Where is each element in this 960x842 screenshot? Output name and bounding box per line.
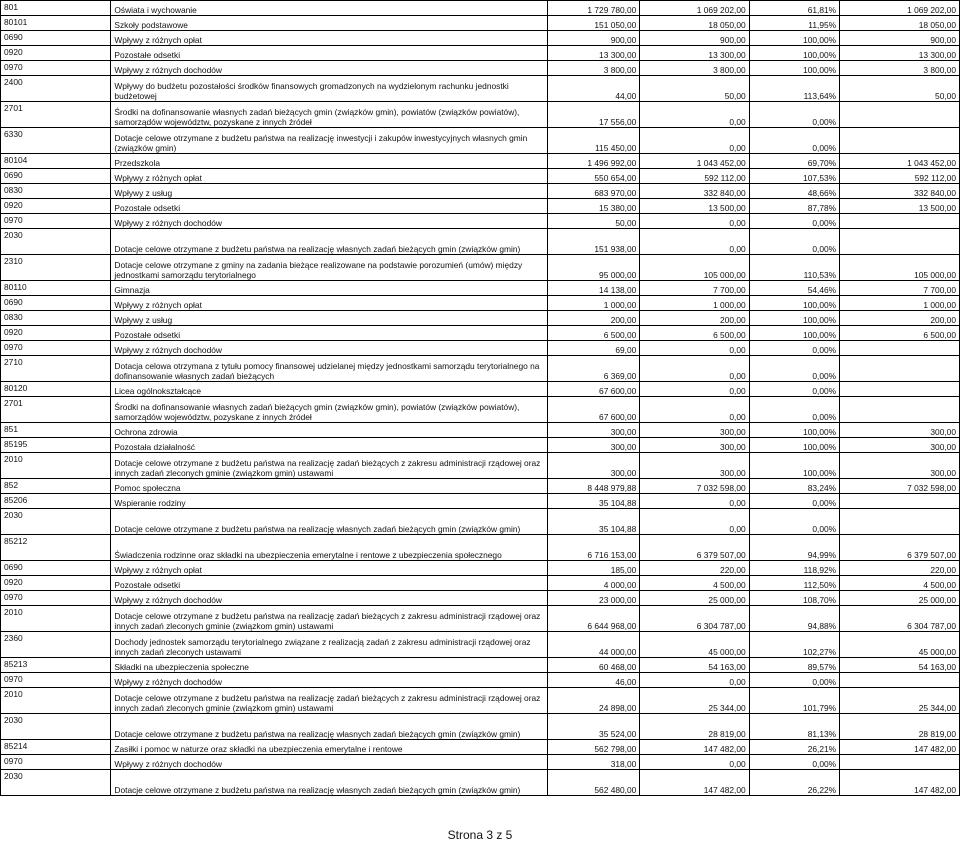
cell-description: Pozostałe odsetki (111, 576, 547, 591)
table-row (1, 606, 960, 632)
cell-plan: 4 000,00 (547, 576, 640, 591)
cell-percent: 100,00% (749, 61, 839, 76)
cell-plan: 35 104,88 (547, 509, 640, 535)
cell-percent: 83,24% (749, 479, 839, 494)
cell-description: Wpływy z różnych dochodów (111, 755, 547, 770)
cell-executed: 13 500,00 (640, 199, 749, 214)
cell-amount (840, 128, 960, 154)
cell-amount: 13 500,00 (840, 199, 960, 214)
cell-description: Wpływy z różnych dochodów (111, 341, 547, 356)
cell-executed: 1 000,00 (640, 296, 749, 311)
cell-executed: 332 840,00 (640, 184, 749, 199)
cell-description: Wpływy z różnych opłat (111, 561, 547, 576)
cell-description: Przedszkola (111, 154, 547, 169)
cell-amount: 300,00 (840, 438, 960, 453)
cell-amount (840, 382, 960, 397)
cell-plan: 1 729 780,00 (547, 1, 640, 16)
cell-plan: 550 654,00 (547, 169, 640, 184)
cell-code: 2010 (1, 606, 111, 632)
cell-percent: 0,00% (749, 382, 839, 397)
cell-plan: 44,00 (547, 76, 640, 102)
cell-percent: 0,00% (749, 128, 839, 154)
cell-executed: 147 482,00 (640, 740, 749, 755)
table-row (1, 509, 960, 535)
cell-plan: 562 798,00 (547, 740, 640, 755)
cell-description: Wpływy z różnych dochodów (111, 673, 547, 688)
cell-description: Pomoc społeczna (111, 479, 547, 494)
table-row (1, 740, 960, 755)
table-row (1, 673, 960, 688)
cell-percent: 112,50% (749, 576, 839, 591)
cell-code: 801 (1, 1, 111, 16)
cell-percent: 48,66% (749, 184, 839, 199)
cell-executed: 50,00 (640, 76, 749, 102)
cell-plan: 115 450,00 (547, 128, 640, 154)
cell-description: Oświata i wychowanie (111, 1, 547, 16)
cell-code: 0830 (1, 311, 111, 326)
cell-code: 85206 (1, 494, 111, 509)
cell-percent: 11,95% (749, 16, 839, 31)
cell-executed: 147 482,00 (640, 770, 749, 796)
cell-code: 2710 (1, 356, 111, 382)
cell-description: Wpływy z różnych dochodów (111, 591, 547, 606)
cell-percent: 87,78% (749, 199, 839, 214)
cell-amount: 7 032 598,00 (840, 479, 960, 494)
cell-percent: 0,00% (749, 341, 839, 356)
cell-plan: 50,00 (547, 214, 640, 229)
cell-plan: 15 380,00 (547, 199, 640, 214)
cell-executed: 13 300,00 (640, 46, 749, 61)
cell-plan: 6 500,00 (547, 326, 640, 341)
cell-percent: 0,00% (749, 673, 839, 688)
cell-amount (840, 397, 960, 423)
cell-percent: 118,92% (749, 561, 839, 576)
table-row (1, 184, 960, 199)
cell-code: 851 (1, 423, 111, 438)
cell-percent: 100,00% (749, 46, 839, 61)
cell-code: 0920 (1, 326, 111, 341)
cell-code: 0690 (1, 296, 111, 311)
cell-amount: 105 000,00 (840, 255, 960, 281)
cell-plan: 69,00 (547, 341, 640, 356)
table-row (1, 714, 960, 740)
cell-description: Dotacje celowe otrzymane z budżetu państwa na realizację inwestycji i zakupów inwestycyjnych własnych gmin (związków gmin) (111, 128, 547, 154)
cell-plan: 6 716 153,00 (547, 535, 640, 561)
cell-amount (840, 214, 960, 229)
cell-amount (840, 102, 960, 128)
cell-code: 2400 (1, 76, 111, 102)
cell-description: Gimnazja (111, 281, 547, 296)
cell-code: 85213 (1, 658, 111, 673)
cell-amount: 54 163,00 (840, 658, 960, 673)
cell-executed: 0,00 (640, 214, 749, 229)
cell-code: 2010 (1, 453, 111, 479)
table-row (1, 31, 960, 46)
table-row (1, 296, 960, 311)
cell-amount: 7 700,00 (840, 281, 960, 296)
cell-plan: 3 800,00 (547, 61, 640, 76)
cell-amount: 6 500,00 (840, 326, 960, 341)
table-row (1, 255, 960, 281)
cell-code: 6330 (1, 128, 111, 154)
cell-percent: 100,00% (749, 438, 839, 453)
cell-description: Wpływy z usług (111, 311, 547, 326)
cell-executed: 6 500,00 (640, 326, 749, 341)
cell-code: 2701 (1, 397, 111, 423)
cell-plan: 185,00 (547, 561, 640, 576)
cell-description: Ochrona zdrowia (111, 423, 547, 438)
cell-plan: 318,00 (547, 755, 640, 770)
table-row (1, 453, 960, 479)
cell-percent: 108,70% (749, 591, 839, 606)
cell-description: Dotacje celowe otrzymane z budżetu państwa na realizację zadań bieżących z zakresu administracji rządowej oraz innych zadań zleconych gminie (związkom gmin) ustawami (111, 688, 547, 714)
cell-description: Zasiłki i pomoc w naturze oraz składki na ubezpieczenia emerytalne i rentowe (111, 740, 547, 755)
cell-percent: 113,64% (749, 76, 839, 102)
cell-amount (840, 341, 960, 356)
cell-percent: 0,00% (749, 755, 839, 770)
cell-plan: 6 369,00 (547, 356, 640, 382)
table-row (1, 199, 960, 214)
cell-plan: 67 600,00 (547, 397, 640, 423)
table-row (1, 214, 960, 229)
table-row (1, 494, 960, 509)
cell-code: 80101 (1, 16, 111, 31)
cell-description: Dochody jednostek samorządu terytorialnego związane z realizacją zadań z zakresu administracji rządowej oraz innych zadań zleconych ustawami (111, 632, 547, 658)
cell-plan: 6 644 968,00 (547, 606, 640, 632)
cell-code: 0690 (1, 31, 111, 46)
cell-percent: 100,00% (749, 326, 839, 341)
cell-description: Wpływy z różnych opłat (111, 169, 547, 184)
cell-plan: 23 000,00 (547, 591, 640, 606)
cell-code: 2030 (1, 714, 111, 740)
cell-amount: 45 000,00 (840, 632, 960, 658)
table-row (1, 535, 960, 561)
cell-description: Dotacje celowe otrzymane z budżetu państwa na realizację zadań bieżących z zakresu administracji rządowej oraz innych zadań zleconych gminie (związkom gmin) ustawami (111, 453, 547, 479)
cell-code: 0970 (1, 673, 111, 688)
cell-executed: 0,00 (640, 229, 749, 255)
cell-amount: 6 379 507,00 (840, 535, 960, 561)
cell-executed: 25 000,00 (640, 591, 749, 606)
table-row (1, 326, 960, 341)
cell-description: Dotacje celowe otrzymane z budżetu państwa na realizację zadań bieżących z zakresu administracji rządowej oraz innych zadań zleconych gminie (związkom gmin) ustawami (111, 606, 547, 632)
table-row (1, 281, 960, 296)
table-row (1, 576, 960, 591)
cell-description: Dotacje celowe otrzymane z budżetu państwa na realizację własnych zadań bieżących gmin (związków gmin) (111, 770, 547, 796)
cell-code: 80120 (1, 382, 111, 397)
cell-executed: 0,00 (640, 755, 749, 770)
cell-executed: 4 500,00 (640, 576, 749, 591)
cell-executed: 0,00 (640, 397, 749, 423)
cell-plan: 67 600,00 (547, 382, 640, 397)
cell-percent: 0,00% (749, 102, 839, 128)
cell-plan: 60 468,00 (547, 658, 640, 673)
cell-percent: 0,00% (749, 229, 839, 255)
cell-executed: 7 032 598,00 (640, 479, 749, 494)
cell-amount: 25 344,00 (840, 688, 960, 714)
cell-executed: 28 819,00 (640, 714, 749, 740)
cell-percent: 61,81% (749, 1, 839, 16)
cell-description: Dotacja celowa otrzymana z tytułu pomocy finansowej udzielanej między jednostkami samorządu terytorialnego na dofinansowanie własnych zadań bieżących (111, 356, 547, 382)
cell-executed: 7 700,00 (640, 281, 749, 296)
cell-executed: 900,00 (640, 31, 749, 46)
cell-amount: 300,00 (840, 423, 960, 438)
cell-percent: 69,70% (749, 154, 839, 169)
cell-executed: 200,00 (640, 311, 749, 326)
cell-percent: 101,79% (749, 688, 839, 714)
table-row (1, 658, 960, 673)
cell-description: Dotacje celowe otrzymane z budżetu państwa na realizację własnych zadań bieżących gmin (związków gmin) (111, 509, 547, 535)
cell-executed: 0,00 (640, 102, 749, 128)
table-row (1, 397, 960, 423)
cell-code: 0690 (1, 561, 111, 576)
cell-code: 0970 (1, 755, 111, 770)
table-row (1, 311, 960, 326)
cell-plan: 300,00 (547, 438, 640, 453)
cell-amount: 25 000,00 (840, 591, 960, 606)
cell-plan: 562 480,00 (547, 770, 640, 796)
cell-description: Wpływy z różnych opłat (111, 296, 547, 311)
table-row (1, 356, 960, 382)
cell-code: 85195 (1, 438, 111, 453)
cell-plan: 683 970,00 (547, 184, 640, 199)
cell-description: Świadczenia rodzinne oraz składki na ubezpieczenia emerytalne i rentowe z ubezpieczenia społecznego (111, 535, 547, 561)
cell-code: 2360 (1, 632, 111, 658)
cell-code: 85212 (1, 535, 111, 561)
cell-description: Dotacje celowe otrzymane z gminy na zadania bieżące realizowane na podstawie porozumień (umów) między jednostkami samorządu terytorialnego (111, 255, 547, 281)
cell-amount: 147 482,00 (840, 740, 960, 755)
cell-amount: 900,00 (840, 31, 960, 46)
cell-description: Dotacje celowe otrzymane z budżetu państwa na realizację własnych zadań bieżących gmin (związków gmin) (111, 229, 547, 255)
table-row (1, 341, 960, 356)
cell-description: Wpływy z usług (111, 184, 547, 199)
cell-amount: 1 000,00 (840, 296, 960, 311)
cell-plan: 151 050,00 (547, 16, 640, 31)
cell-code: 0920 (1, 576, 111, 591)
cell-description: Pozostałe odsetki (111, 326, 547, 341)
cell-amount: 1 069 202,00 (840, 1, 960, 16)
cell-amount: 50,00 (840, 76, 960, 102)
cell-percent: 54,46% (749, 281, 839, 296)
cell-plan: 14 138,00 (547, 281, 640, 296)
cell-percent: 26,21% (749, 740, 839, 755)
cell-plan: 35 104,88 (547, 494, 640, 509)
table-row (1, 169, 960, 184)
cell-executed: 0,00 (640, 356, 749, 382)
cell-description: Wpływy z różnych opłat (111, 31, 547, 46)
cell-description: Licea ogólnokształcące (111, 382, 547, 397)
cell-code: 80104 (1, 154, 111, 169)
cell-amount: 1 043 452,00 (840, 154, 960, 169)
cell-amount (840, 229, 960, 255)
cell-amount: 28 819,00 (840, 714, 960, 740)
cell-executed: 54 163,00 (640, 658, 749, 673)
cell-plan: 24 898,00 (547, 688, 640, 714)
cell-code: 2701 (1, 102, 111, 128)
cell-amount (840, 509, 960, 535)
table-row (1, 61, 960, 76)
cell-plan: 13 300,00 (547, 46, 640, 61)
cell-amount (840, 494, 960, 509)
cell-description: Wpływy z różnych dochodów (111, 214, 547, 229)
cell-amount (840, 673, 960, 688)
table-row (1, 16, 960, 31)
cell-percent: 102,27% (749, 632, 839, 658)
cell-plan: 17 556,00 (547, 102, 640, 128)
cell-plan: 46,00 (547, 673, 640, 688)
cell-code: 0920 (1, 199, 111, 214)
cell-amount: 332 840,00 (840, 184, 960, 199)
cell-executed: 25 344,00 (640, 688, 749, 714)
cell-percent: 0,00% (749, 509, 839, 535)
cell-executed: 220,00 (640, 561, 749, 576)
table-row (1, 438, 960, 453)
cell-plan: 8 448 979,88 (547, 479, 640, 494)
cell-code: 80110 (1, 281, 111, 296)
cell-amount: 147 482,00 (840, 770, 960, 796)
cell-code: 0690 (1, 169, 111, 184)
cell-description: Pozostała działalność (111, 438, 547, 453)
cell-executed: 0,00 (640, 494, 749, 509)
cell-plan: 1 496 992,00 (547, 154, 640, 169)
cell-executed: 6 379 507,00 (640, 535, 749, 561)
cell-percent: 94,99% (749, 535, 839, 561)
cell-description: Środki na dofinansowanie własnych zadań bieżących gmin (związków gmin), powiatów (związków powiatów), samorządów województw, pozyskane z innych źródeł (111, 397, 547, 423)
table-row (1, 423, 960, 438)
cell-percent: 107,53% (749, 169, 839, 184)
cell-executed: 1 043 452,00 (640, 154, 749, 169)
cell-amount: 4 500,00 (840, 576, 960, 591)
cell-plan: 151 938,00 (547, 229, 640, 255)
cell-description: Składki na ubezpieczenia społeczne (111, 658, 547, 673)
cell-plan: 900,00 (547, 31, 640, 46)
table-row (1, 76, 960, 102)
table-row (1, 229, 960, 255)
cell-executed: 300,00 (640, 438, 749, 453)
cell-percent: 100,00% (749, 423, 839, 438)
cell-plan: 35 524,00 (547, 714, 640, 740)
table-row (1, 46, 960, 61)
cell-description: Pozostałe odsetki (111, 46, 547, 61)
cell-percent: 26,22% (749, 770, 839, 796)
cell-description: Wspieranie rodziny (111, 494, 547, 509)
cell-percent: 110,53% (749, 255, 839, 281)
cell-plan: 44 000,00 (547, 632, 640, 658)
cell-executed: 6 304 787,00 (640, 606, 749, 632)
cell-executed: 0,00 (640, 341, 749, 356)
cell-percent: 0,00% (749, 494, 839, 509)
cell-executed: 105 000,00 (640, 255, 749, 281)
table-row (1, 688, 960, 714)
table-row (1, 591, 960, 606)
cell-percent: 81,13% (749, 714, 839, 740)
cell-percent: 100,00% (749, 453, 839, 479)
table-row (1, 1, 960, 16)
cell-amount: 200,00 (840, 311, 960, 326)
cell-code: 0830 (1, 184, 111, 199)
cell-description: Dotacje celowe otrzymane z budżetu państwa na realizację własnych zadań bieżących gmin (związków gmin) (111, 714, 547, 740)
cell-executed: 300,00 (640, 453, 749, 479)
cell-code: 85214 (1, 740, 111, 755)
cell-executed: 300,00 (640, 423, 749, 438)
cell-amount: 220,00 (840, 561, 960, 576)
cell-percent: 89,57% (749, 658, 839, 673)
cell-percent: 94,88% (749, 606, 839, 632)
cell-code: 2030 (1, 509, 111, 535)
cell-amount: 592 112,00 (840, 169, 960, 184)
cell-plan: 200,00 (547, 311, 640, 326)
cell-code: 2030 (1, 770, 111, 796)
cell-code: 0920 (1, 46, 111, 61)
cell-code: 2310 (1, 255, 111, 281)
cell-executed: 0,00 (640, 128, 749, 154)
table-row (1, 561, 960, 576)
cell-executed: 1 069 202,00 (640, 1, 749, 16)
cell-executed: 592 112,00 (640, 169, 749, 184)
cell-percent: 100,00% (749, 31, 839, 46)
cell-amount: 13 300,00 (840, 46, 960, 61)
table-row (1, 755, 960, 770)
table-row (1, 102, 960, 128)
cell-executed: 0,00 (640, 509, 749, 535)
page-footer: Strona 3 z 5 (447, 828, 513, 842)
cell-plan: 300,00 (547, 423, 640, 438)
cell-executed: 0,00 (640, 382, 749, 397)
cell-percent: 100,00% (749, 296, 839, 311)
cell-description: Wpływy z różnych dochodów (111, 61, 547, 76)
table-row (1, 154, 960, 169)
table-row (1, 128, 960, 154)
table-row (1, 632, 960, 658)
cell-amount (840, 755, 960, 770)
cell-amount: 300,00 (840, 453, 960, 479)
cell-percent: 0,00% (749, 356, 839, 382)
cell-code: 0970 (1, 214, 111, 229)
table-row (1, 479, 960, 494)
cell-plan: 95 000,00 (547, 255, 640, 281)
cell-description: Szkoły podstawowe (111, 16, 547, 31)
cell-percent: 100,00% (749, 311, 839, 326)
cell-amount: 3 800,00 (840, 61, 960, 76)
cell-code: 0970 (1, 591, 111, 606)
cell-plan: 300,00 (547, 453, 640, 479)
cell-amount: 18 050,00 (840, 16, 960, 31)
cell-executed: 18 050,00 (640, 16, 749, 31)
cell-executed: 45 000,00 (640, 632, 749, 658)
cell-amount (840, 356, 960, 382)
cell-code: 2030 (1, 229, 111, 255)
cell-code: 852 (1, 479, 111, 494)
cell-description: Wpływy do budżetu pozostałości środków finansowych gromadzonych na wydzielonym rachunku jednostki budżetowej (111, 76, 547, 102)
cell-description: Pozostałe odsetki (111, 199, 547, 214)
cell-code: 0970 (1, 341, 111, 356)
cell-description: Środki na dofinansowanie własnych zadań bieżących gmin (związków gmin), powiatów (związków powiatów), samorządów województw, pozyskane z innych źródeł (111, 102, 547, 128)
table-row (1, 382, 960, 397)
cell-executed: 0,00 (640, 673, 749, 688)
cell-amount: 6 304 787,00 (840, 606, 960, 632)
cell-executed: 3 800,00 (640, 61, 749, 76)
cell-code: 0970 (1, 61, 111, 76)
table-row (1, 770, 960, 796)
cell-code: 2010 (1, 688, 111, 714)
budget-table-body (1, 1, 960, 796)
cell-plan: 1 000,00 (547, 296, 640, 311)
cell-percent: 0,00% (749, 214, 839, 229)
cell-percent: 0,00% (749, 397, 839, 423)
